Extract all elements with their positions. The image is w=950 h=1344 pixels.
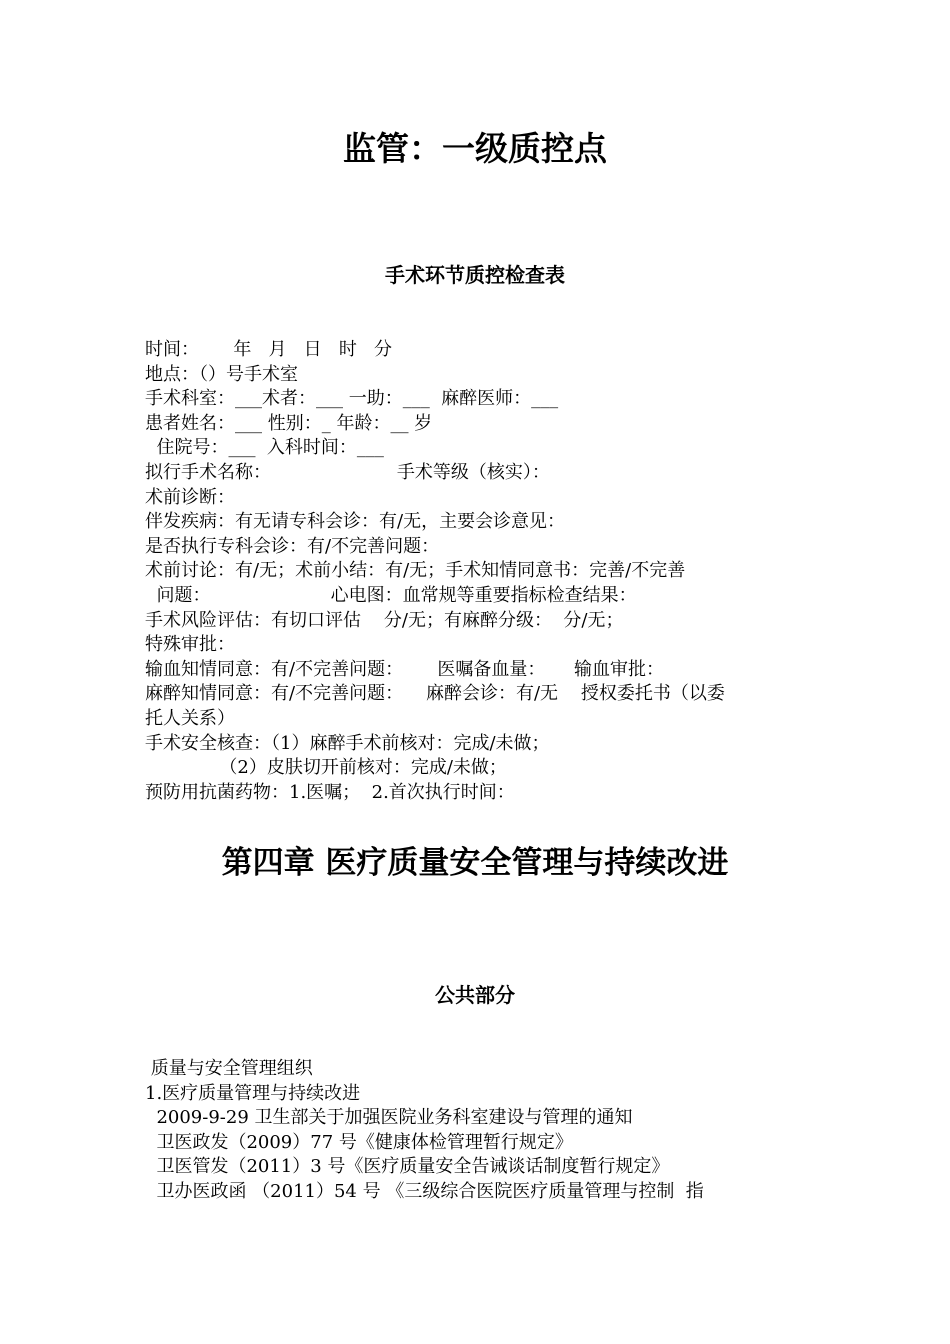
reference-item: 卫办医政函 （2011）54 号 《三级综合医院医疗质量管理与控制 指	[145, 1180, 704, 1202]
document-title: 监管：一级质控点	[343, 129, 607, 168]
form-line-location: 地点：（）号手术室	[145, 363, 298, 385]
form-line-time: 时间： 年 月 日 时 分	[145, 339, 392, 360]
form-line-risk: 手术风险评估：有切口评估 分/无；有麻醉分级： 分/无；	[145, 609, 624, 631]
form-line-transfusion: 输血知情同意：有/不完善问题： 医嘱备血量： 输血审批：	[145, 658, 665, 680]
reference-subheading: 1.医疗质量管理与持续改进	[145, 1082, 361, 1104]
form-line-safety-check-1: 手术安全核查：（1）麻醉手术前核对：完成/未做；	[145, 732, 550, 754]
form-line-anesthesia-consent-cont: 托人关系）	[145, 707, 235, 729]
form-line-patient: 患者姓名：___ 性别：_ 年龄：__ 岁	[145, 412, 433, 434]
reference-list	[145, 1057, 825, 1205]
form-line-antibiotics: 预防用抗菌药物：1.医嘱； 2.首次执行时间：	[145, 781, 515, 803]
form-line-anesthesia-consent: 麻醉知情同意：有/不完善问题： 麻醉会诊：有/无 授权委托书（以委	[145, 683, 725, 705]
form-line-issues: 问题： 心电图：血常规等重要指标检查结果：	[145, 584, 637, 606]
form-line-consultation: 是否执行专科会诊：有/不完善问题：	[145, 535, 440, 557]
form-line-special-approval: 特殊审批：	[145, 634, 235, 656]
form-line-preop-discussion: 术前讨论：有/无；术前小结：有/无；手术知情同意书：完善/不完善	[145, 560, 686, 582]
form-line-admission: 住院号：___ 入科时间：___	[145, 437, 384, 459]
form-line-diagnosis: 术前诊断：	[145, 486, 235, 508]
chapter-title: 第四章 医疗质量安全管理与持续改进	[221, 845, 729, 881]
reference-heading: 质量与安全管理组织	[145, 1058, 313, 1079]
form-line-procedure: 拟行手术名称： 手术等级（核实）：	[145, 461, 550, 483]
reference-item: 卫医管发（2011）3 号《医疗质量安全告诫谈话制度暂行规定》	[145, 1156, 670, 1178]
section-title: 公共部分	[435, 983, 515, 1007]
form-line-comorbidity: 伴发疾病：有无请专科会诊：有/无，主要会诊意见：	[145, 511, 566, 533]
reference-item: 2009-9-29 卫生部关于加强医院业务科室建设与管理的通知	[145, 1107, 633, 1129]
form-line-safety-check-2: （2）皮肤切开前核对：完成/未做；	[145, 757, 507, 779]
surgery-checklist-form	[145, 338, 825, 805]
form-title: 手术环节质控检查表	[385, 263, 565, 287]
reference-item: 卫医政发（2009）77 号《健康体检管理暂行规定》	[145, 1131, 573, 1153]
form-line-department: 手术科室：___术者：___ 一助：___ 麻醉医师：___	[145, 388, 559, 410]
